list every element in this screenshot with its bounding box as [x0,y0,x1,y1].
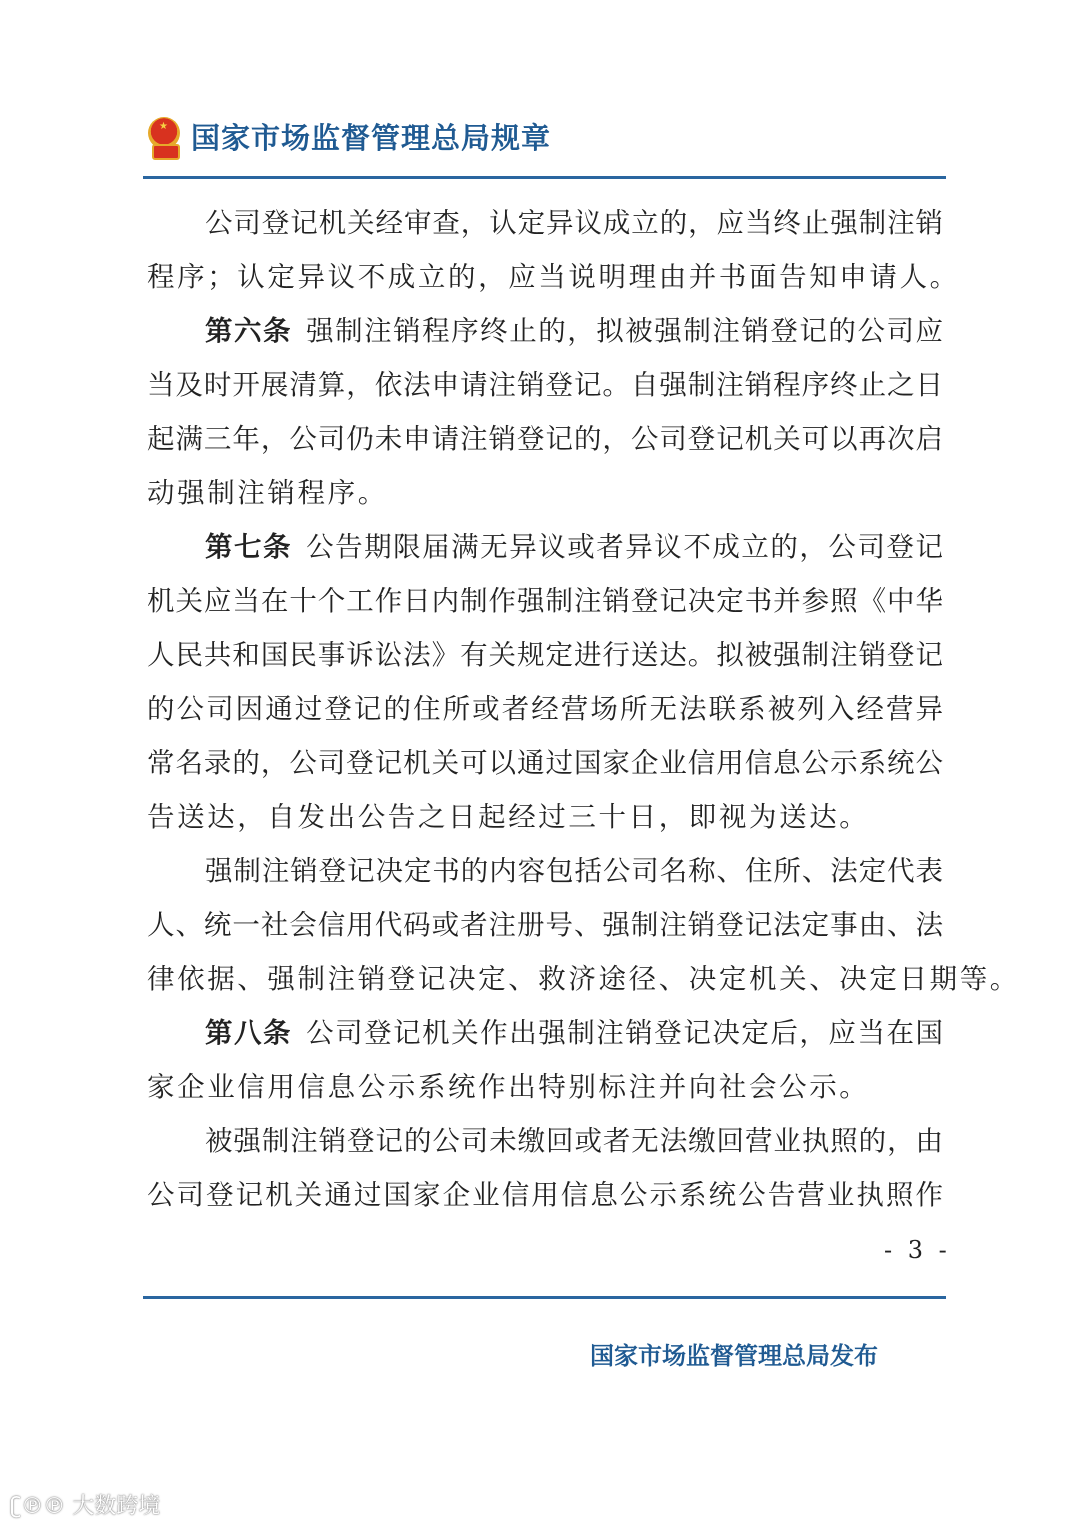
footer-divider [143,1296,946,1299]
text-line [147,632,943,686]
line-text: 被强制注销登记的公司未缴回或者无法缴回营业执照的，由 [205,1125,943,1157]
text-line [147,1172,943,1226]
text-line [147,1118,943,1172]
header-divider [143,176,946,179]
text-line [147,524,943,578]
header-title: 国家市场监督管理总局规章 [191,121,552,155]
line-text: 人民共和国民事诉讼法》有关规定进行送达。拟被强制注销登记 [147,639,943,671]
document-body [147,200,1020,1226]
line-text: 的公司因通过登记的住所或者经营场所无法联系被列入经营异 [147,693,943,725]
line-text: 强制注销程序终止的，拟被强制注销登记的公司应 [306,315,943,347]
line-text: 公司登记机关作出强制注销登记决定后，应当在国 [306,1017,943,1049]
text-line [147,362,943,416]
line-text: 人、统一社会信用代码或者注册号、强制注销登记法定事由、法 [147,909,943,941]
national-emblem-icon: ★ [145,117,183,157]
footer-publisher: 国家市场监督管理总局发布 [590,1342,878,1370]
watermark [10,1489,160,1520]
line-text: 当及时开展清算，依法申请注销登记。自强制注销程序终止之日 [147,369,943,401]
page-number: - 3 - [884,1236,951,1264]
text-line [147,578,943,632]
text-line [147,848,943,902]
line-text: 公司登记机关通过国家企业信用信息公示系统公告营业执照作 [147,1179,943,1211]
text-line [147,308,943,362]
article-number: 第八条 [205,1017,293,1049]
text-line [147,902,943,956]
line-text: 机关应当在十个工作日内制作强制注销登记决定书并参照《中华 [147,585,943,617]
line-text: 律依据、强制注销登记决定、救济途径、决定机关、决定日期等。 [147,963,1020,995]
text-line [147,416,943,470]
text-line [147,470,943,524]
line-text: 公告期限届满无异议或者异议不成立的，公司登记 [306,531,943,563]
line-text: 告送达，自发出公告之日起经过三十日，即视为送达。 [147,801,870,833]
line-text: 常名录的，公司登记机关可以通过国家企业信用信息公示系统公 [147,747,943,779]
text-line [147,254,960,308]
text-line [147,740,943,794]
text-line [147,794,943,848]
text-line [147,1010,943,1064]
text-line [147,686,943,740]
line-text: 程序；认定异议不成立的，应当说明理由并书面告知申请人。 [147,261,960,293]
article-number: 第七条 [205,531,293,563]
text-line [147,956,1020,1010]
text-line [147,200,943,254]
line-text: 强制注销登记决定书的内容包括公司名称、住所、法定代表 [205,855,943,887]
watermark-text: 大数跨境 [72,1494,161,1519]
line-text: 动强制注销程序。 [147,477,388,509]
article-number: 第六条 [205,315,293,347]
text-line [147,1064,943,1118]
line-text: 起满三年，公司仍未申请注销登记的，公司登记机关可以再次启 [147,423,943,455]
line-text: 家企业信用信息公示系统作出特别标注并向社会公示。 [147,1071,870,1103]
line-text: 公司登记机关经审查，认定异议成立的，应当终止强制注销 [205,207,943,239]
document-header [145,116,551,157]
watermark-logo-icon: ʗ℗℗ [10,1494,73,1519]
